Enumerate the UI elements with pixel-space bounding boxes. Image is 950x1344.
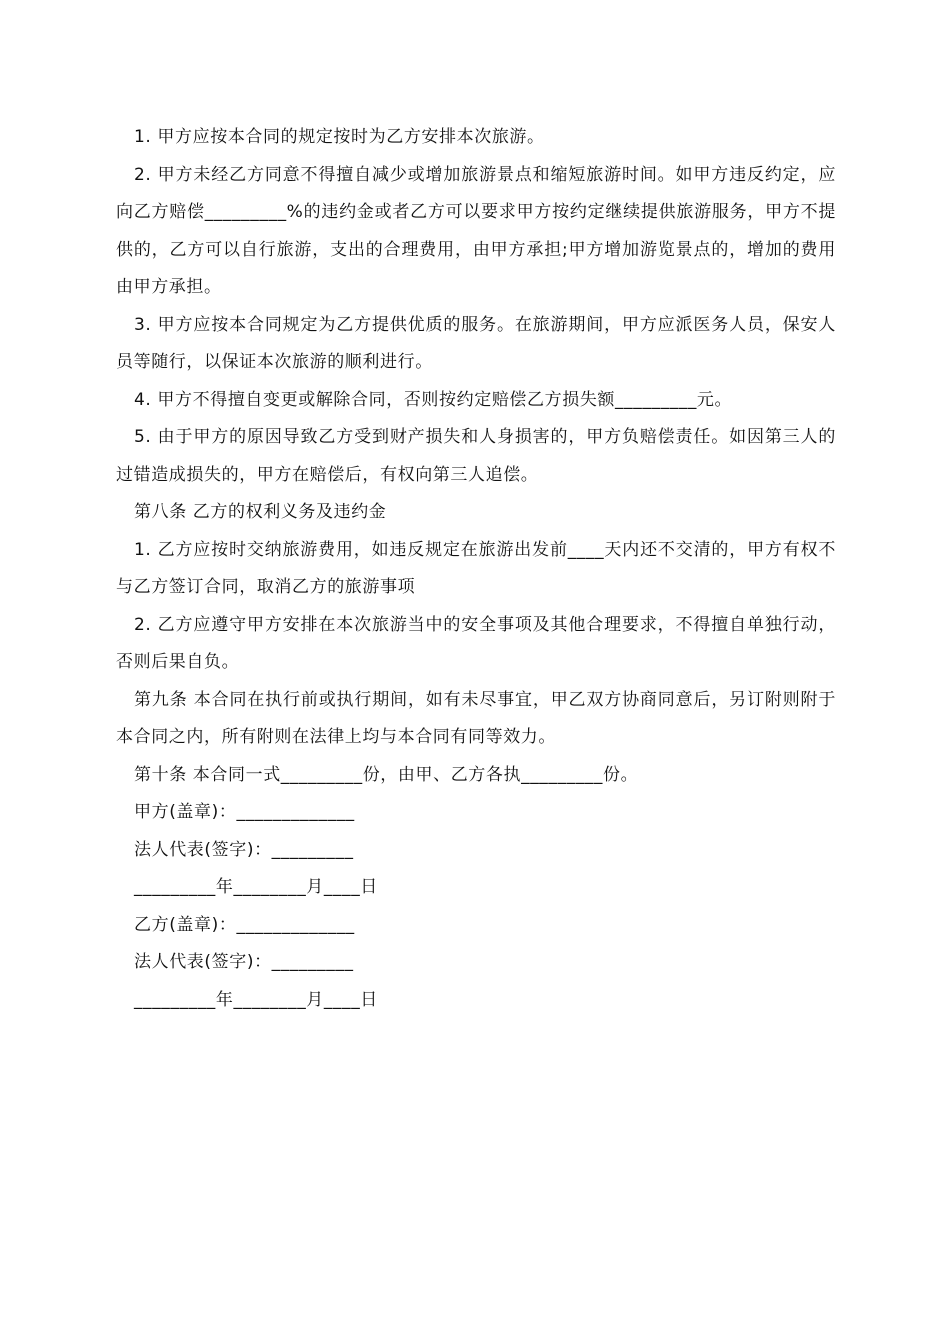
clause-a5: 5. 由于甲方的原因导致乙方受到财产损失和人身损害的，甲方负赔偿责任。如因第三人的过错造成损失的，甲方在赔偿后，有权向第三人追偿。 [116,427,836,485]
party-a-representative-line: 法人代表(签字)：_________ [134,839,354,860]
clause-a2: 2. 甲方未经乙方同意不得擅自减少或增加旅游景点和缩短旅游时间。如甲方违反约定，应向乙方赔偿_________%的违约金或者乙方可以要求甲方按约定继续提供旅游服务，甲方不提供的，乙方可以自行旅游，支出的合理费用，由甲方承担;甲方增加游览景点的，增加的费用由甲方承担。 [116,164,836,297]
party-a-seal-line: 甲方(盖章)：_____________ [134,802,355,822]
party-b-seal-line: 乙方(盖章)：_____________ [134,914,355,935]
party-b-date-line: _________年________月____日 [134,989,378,1010]
party-b-representative-line: 法人代表(签字)：_________ [134,952,354,972]
clause-a1: 1. 甲方应按本合同的规定按时为乙方安排本次旅游。 [134,127,545,147]
clause-b1: 1. 乙方应按时交纳旅游费用，如违反规定在旅游出发前____天内还不交清的，甲方有权不与乙方签订合同，取消乙方的旅游事项 [116,539,836,597]
party-a-date-line: _________年________月____日 [134,877,378,897]
article-8-heading: 第八条 乙方的权利义务及违约金 [134,502,387,522]
article-9: 第九条 本合同在执行前或执行期间，如有未尽事宜，甲乙双方协商同意后，另订附则附于本合同之内，所有附则在法律上均与本合同有同等效力。 [116,689,836,747]
article-10: 第十条 本合同一式_________份，由甲、乙方各执_________份。 [134,764,639,785]
clause-a3: 3. 甲方应按本合同规定为乙方提供优质的服务。在旅游期间，甲方应派医务人员，保安人员等随行，以保证本次旅游的顺利进行。 [116,314,836,372]
clause-a4: 4. 甲方不得擅自变更或解除合同，否则按约定赔偿乙方损失额_________元。 [134,389,733,410]
clause-b2: 2. 乙方应遵守甲方安排在本次旅游当中的安全事项及其他合理要求，不得擅自单独行动，否则后果自负。 [116,614,836,672]
document-body [116,119,836,1019]
